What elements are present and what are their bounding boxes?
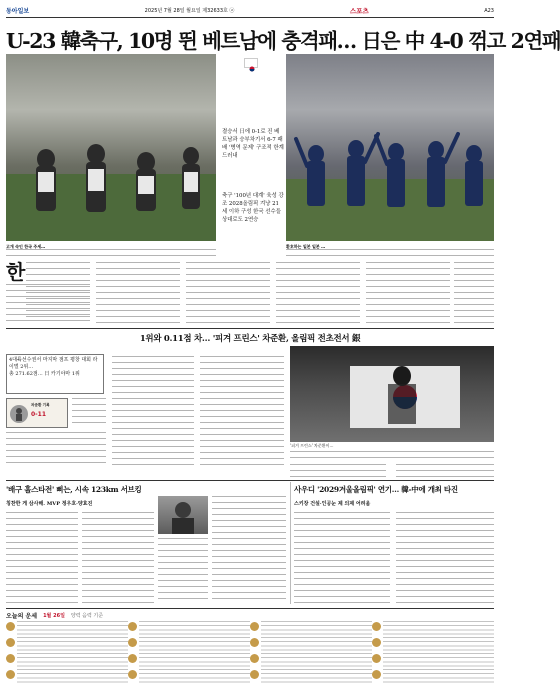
story2-sub: 4대륙선수권서 마지막 점프 평창 대회 라이벌 2위… — [9, 357, 98, 370]
story2-column-1 — [6, 432, 106, 466]
fortune-cell — [6, 669, 128, 684]
photo-japan-team — [286, 54, 494, 241]
page-number: A23 — [484, 7, 494, 14]
drop-cap: 한 — [6, 260, 26, 284]
zodiac-monkey-icon — [250, 622, 259, 631]
fortune-cell — [250, 669, 372, 684]
pull-quote-1: 결승서 日에 0-1로 진 베트남과 승부차기서 6-7 패배 '병역 문제' 구조적 한계 드러내 — [222, 129, 284, 159]
story2-column-2 — [112, 356, 194, 466]
photo-skater-image — [290, 346, 494, 442]
caption-japan-team — [286, 244, 494, 258]
fortune-section — [6, 608, 494, 688]
score-box-label: 차준환 기록 — [31, 403, 50, 407]
divider-vertical — [290, 482, 291, 604]
zodiac-icon — [372, 670, 381, 679]
korea-flag-icon — [244, 58, 258, 68]
fortune-cell — [250, 621, 372, 636]
photo-skater-caption: '피겨 프린스' 차준환이… — [290, 443, 334, 448]
fortune-cell — [128, 637, 250, 652]
caption-korean-team — [6, 244, 216, 258]
story1-column-5 — [366, 262, 450, 324]
fortune-cell — [372, 669, 494, 684]
score-box-value: 0-11 — [31, 411, 47, 418]
newspaper-logo: 동아일보 — [6, 8, 30, 15]
story3-column-4 — [212, 496, 286, 604]
main-headline: U-23 韓축구, 10명 뛴 베트남에 충격패… 日은 中 4-0 꺾고 2연패 — [6, 29, 560, 53]
section-label: 스포츠 — [349, 7, 369, 15]
divider-story2 — [6, 328, 494, 329]
zodiac-horse-icon — [128, 654, 137, 663]
story2-headline: 1위와 0.11점 차… '피겨 프린스' 차준환, 올림픽 전초전서 銀 — [139, 334, 361, 344]
photo-korean-team — [6, 54, 216, 241]
zodiac-rabbit-icon — [6, 670, 15, 679]
fortune-cell — [6, 637, 128, 652]
story4-sub: 스키장 건설·인공눈 제 의제 어려움 — [294, 501, 371, 507]
fortune-cell — [6, 653, 128, 668]
story1-column-6 — [454, 262, 494, 324]
zodiac-ox-icon — [6, 638, 15, 647]
fortune-header — [6, 611, 494, 619]
zodiac-rat-icon — [6, 622, 15, 631]
pull-quote-2: 축구 '100년 대계' 육성 강조 2028올림픽 겨냥 21세 이하 구성 한국 선수들 상대로도 2연승 — [222, 193, 284, 223]
story3-column-1 — [6, 512, 78, 604]
fortune-cell — [6, 621, 128, 636]
story4-column-1 — [294, 512, 390, 604]
photo-korean-team-image — [6, 54, 216, 241]
caption-korean-team-lead: 고개 숙인 한국 주세… — [6, 244, 46, 249]
zodiac-dragon-icon — [128, 622, 137, 631]
photo-japan-team-image — [286, 54, 494, 241]
score-box — [6, 398, 68, 428]
zodiac-pig-icon — [250, 670, 259, 679]
story2-column-4 — [290, 464, 386, 478]
photo-volleyball-player — [158, 496, 208, 534]
story1-column-2 — [96, 262, 180, 324]
story1-column-1b — [6, 284, 90, 324]
fortune-cell — [372, 621, 494, 636]
zodiac-snake-icon — [128, 638, 137, 647]
story3-headline: '배구 홀스타전' 삐는, 시속 123km 서브킹 — [6, 485, 142, 494]
fortune-cell — [250, 637, 372, 652]
masthead — [6, 4, 494, 18]
zodiac-rooster-icon — [250, 638, 259, 647]
story2-sidebar-text — [72, 398, 106, 428]
story1-column-4 — [276, 262, 360, 324]
story2-column-3 — [200, 356, 284, 466]
photo-skater-caption-fill — [290, 451, 494, 461]
fortune-date: 1월 26일 — [43, 612, 65, 619]
story2-subhead-box — [6, 354, 104, 394]
fortune-title: 오늘의 운세 — [6, 612, 38, 620]
fortune-note: 양력 음력 기준 — [70, 612, 104, 619]
skater-icon — [9, 404, 29, 424]
fortune-cell — [128, 621, 250, 636]
fortune-cell — [250, 653, 372, 668]
photo-volleyball-player-image — [158, 496, 208, 534]
caption-japan-team-lead: 환호하는 일본 일본 … — [286, 244, 326, 249]
zodiac-tiger-icon — [6, 654, 15, 663]
zodiac-icon — [372, 654, 381, 663]
fortune-cell — [128, 669, 250, 684]
story3-sub: 칭찬한 게 삼사해. MVP 정우호·양효진 — [6, 501, 93, 507]
fortune-grid — [6, 621, 494, 687]
fortune-cell — [372, 637, 494, 652]
zodiac-dog-icon — [250, 654, 259, 663]
fortune-cell — [128, 653, 250, 668]
zodiac-sheep-icon — [128, 670, 137, 679]
story3-column-2 — [82, 512, 154, 604]
story4-headline: 사우디 '2029겨울올림픽' 연기… 韓-中에 개최 타진 — [294, 485, 458, 494]
divider-story3 — [6, 480, 494, 481]
story4-column-2 — [396, 512, 494, 604]
zodiac-icon — [372, 622, 381, 631]
issue-date: 2025년 7월 28일 월요일 제32633호 ⓐ — [144, 8, 235, 14]
story1-column-3 — [186, 262, 270, 324]
story3-column-3 — [158, 538, 208, 604]
zodiac-icon — [372, 638, 381, 647]
story2-sub2: 총 271.62점… 日 카기야마 1위 — [9, 371, 80, 377]
fortune-cell — [372, 653, 494, 668]
story2-column-5 — [396, 464, 494, 478]
photo-skater — [290, 346, 494, 442]
